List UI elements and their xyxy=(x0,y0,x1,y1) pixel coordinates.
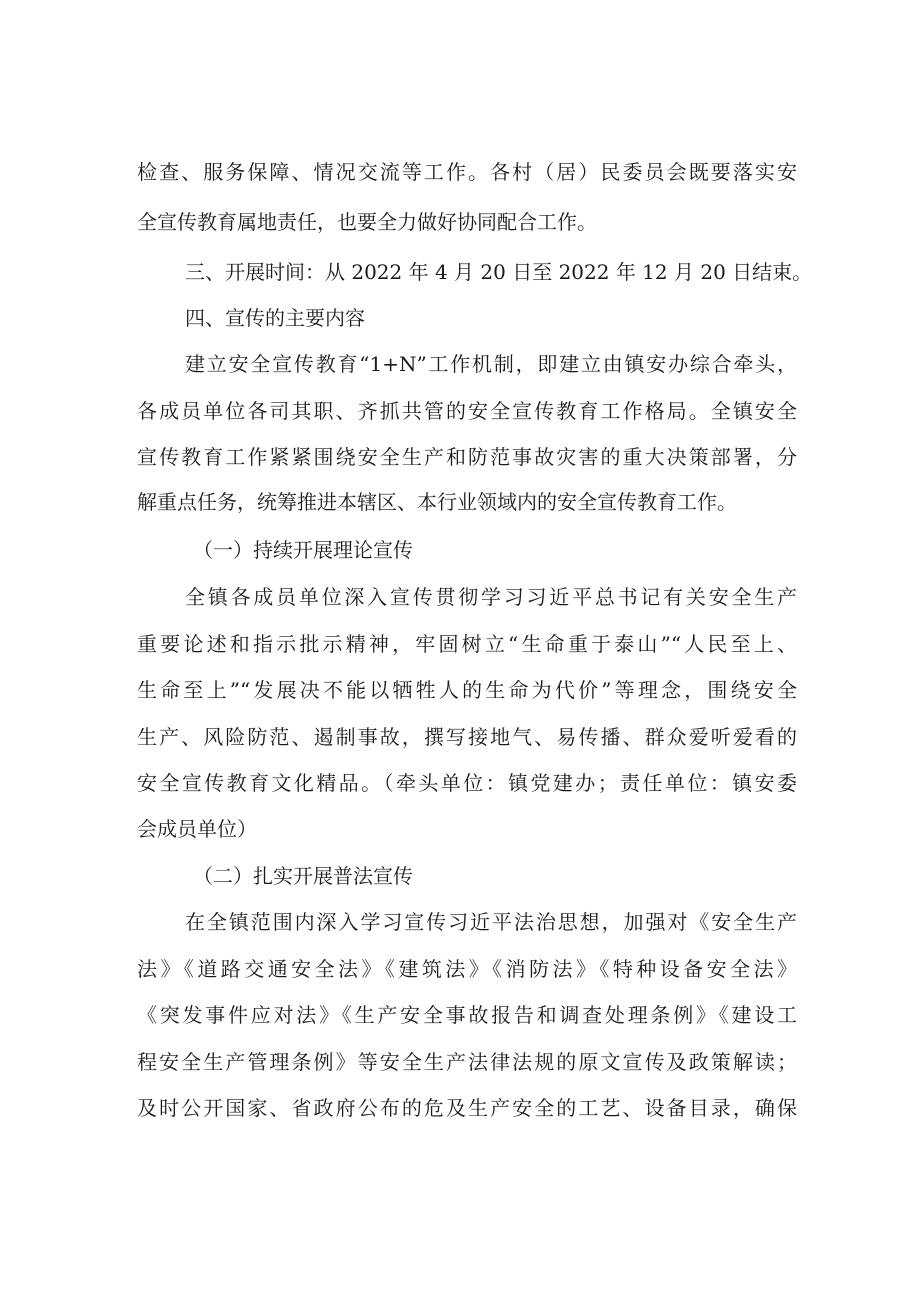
text-line: 及时公开国家、省政府公布的危及生产安全的工艺、设备目录，确保 xyxy=(137,1096,797,1120)
text-line: 重要论述和指示批示精神，牢固树立“生命重于泰山”“人民至上、 xyxy=(137,632,797,656)
text-line: 《突发事件应对法》《生产安全事故报告和调查处理条例》《建设工 xyxy=(137,1003,797,1027)
subheading-legal-publicity: （二）扎实开展普法宣传 xyxy=(193,864,413,888)
text-line: 在全镇范围内深入学习宣传习近平法治思想，加强对《安全生产 xyxy=(185,910,797,934)
subheading-theory-publicity: （一）持续开展理论宣传 xyxy=(193,538,413,562)
text-line: 生产、风险防范、遏制事故，撰写接地气、易传播、群众爱听爱看的 xyxy=(137,725,797,749)
text-line: 程安全生产管理条例》等安全生产法律法规的原文宣传及政策解读； xyxy=(137,1050,797,1074)
text-line: 安全宣传教育文化精品。（牵头单位：镇党建办；责任单位：镇安委 xyxy=(137,771,797,795)
text-line: 解重点任务，统筹推进本辖区、本行业领域内的安全宣传教育工作。 xyxy=(137,490,737,514)
text-line: 检查、服务保障、情况交流等工作。各村（居）民委员会既要落实安 xyxy=(137,160,797,184)
text-line: 宣传教育工作紧紧围绕安全生产和防范事故灾害的重大决策部署，分 xyxy=(137,445,797,469)
section-heading-content: 四、宣传的主要内容 xyxy=(185,306,365,330)
text-line: 全镇各成员单位深入宣传贯彻学习习近平总书记有关安全生产 xyxy=(185,585,797,609)
text-line: 生命至上”“发展决不能以牺牲人的生命为代价”等理念，围绕安全 xyxy=(137,678,797,702)
text-line: 会成员单位） xyxy=(137,817,257,841)
text-line: 各成员单位各司其职、齐抓共管的安全宣传教育工作格局。全镇安全 xyxy=(137,399,797,423)
text-line: 建立安全宣传教育“1+N”工作机制，即建立由镇安办综合牵头， xyxy=(185,352,797,376)
text-line: 全宣传教育属地责任，也要全力做好协同配合工作。 xyxy=(137,210,597,234)
section-heading-time: 三、开展时间：从 2022 年 4 月 20 日至 2022 年 12 月 20 日结束。 xyxy=(185,260,813,284)
text-line: 法》《道路交通安全法》《建筑法》《消防法》《特种设备安全法》 xyxy=(137,957,797,981)
